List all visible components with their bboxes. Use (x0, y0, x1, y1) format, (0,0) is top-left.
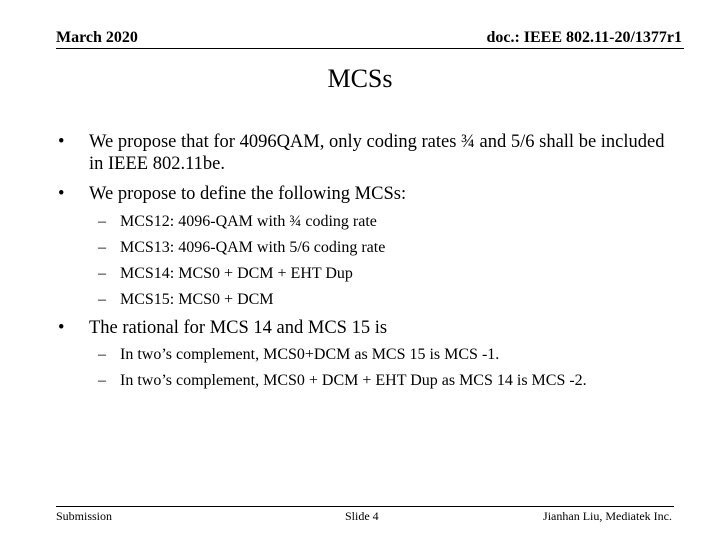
sub-bullet-item (98, 371, 678, 391)
sub-bullet-marker: – (98, 239, 106, 256)
footer-submission: Submission (56, 509, 113, 523)
sub-bullet-item (98, 264, 678, 284)
bullet-text: We propose to define the following MCSs: (89, 184, 407, 204)
header-divider (56, 48, 684, 49)
sub-bullet-item (98, 212, 678, 232)
bullet-item (58, 131, 668, 175)
footer-divider (56, 506, 674, 507)
sub-bullet-marker: – (98, 346, 106, 363)
sub-bullet-text: In two’s complement, MCS0 + DCM + EHT Dup as MCS 14 is MCS -2. (120, 372, 587, 389)
sub-bullet-item (98, 345, 678, 365)
header-doc-id: doc.: IEEE 802.11-20/1377r1 (486, 29, 682, 46)
sub-bullet-text: In two’s complement, MCS0+DCM as MCS 15 is MCS -1. (120, 346, 500, 363)
footer-author: Jianhan Liu, Mediatek Inc. (543, 509, 672, 523)
sub-bullet-marker: – (98, 372, 106, 389)
sub-bullet-text: MCS12: 4096-QAM with ¾ coding rate (120, 213, 377, 230)
bullet-marker: • (58, 318, 65, 338)
sub-bullet-marker: – (98, 213, 106, 230)
sub-bullet-text: MCS14: MCS0 + DCM + EHT Dup (120, 265, 353, 282)
slide-title: MCSs (327, 64, 393, 93)
footer-slide-number: Slide 4 (345, 509, 379, 523)
bullet-text: We propose that for 4096QAM, only coding rates ¾ and 5/6 shall be included in IEEE 802.11be. (89, 132, 665, 174)
bullet-marker: • (58, 132, 65, 152)
sub-bullet-text: MCS13: 4096-QAM with 5/6 coding rate (120, 239, 386, 256)
sub-bullet-item (98, 238, 678, 258)
sub-bullet-marker: – (98, 265, 106, 282)
sub-bullet-item (98, 290, 678, 310)
header-date: March 2020 (56, 29, 138, 46)
bullet-item (58, 317, 668, 339)
sub-bullet-text: MCS15: MCS0 + DCM (120, 291, 274, 308)
bullet-marker: • (58, 184, 65, 204)
bullet-text: The rational for MCS 14 and MCS 15 is (89, 318, 388, 338)
sub-bullet-marker: – (98, 291, 106, 308)
bullet-item (58, 183, 668, 205)
